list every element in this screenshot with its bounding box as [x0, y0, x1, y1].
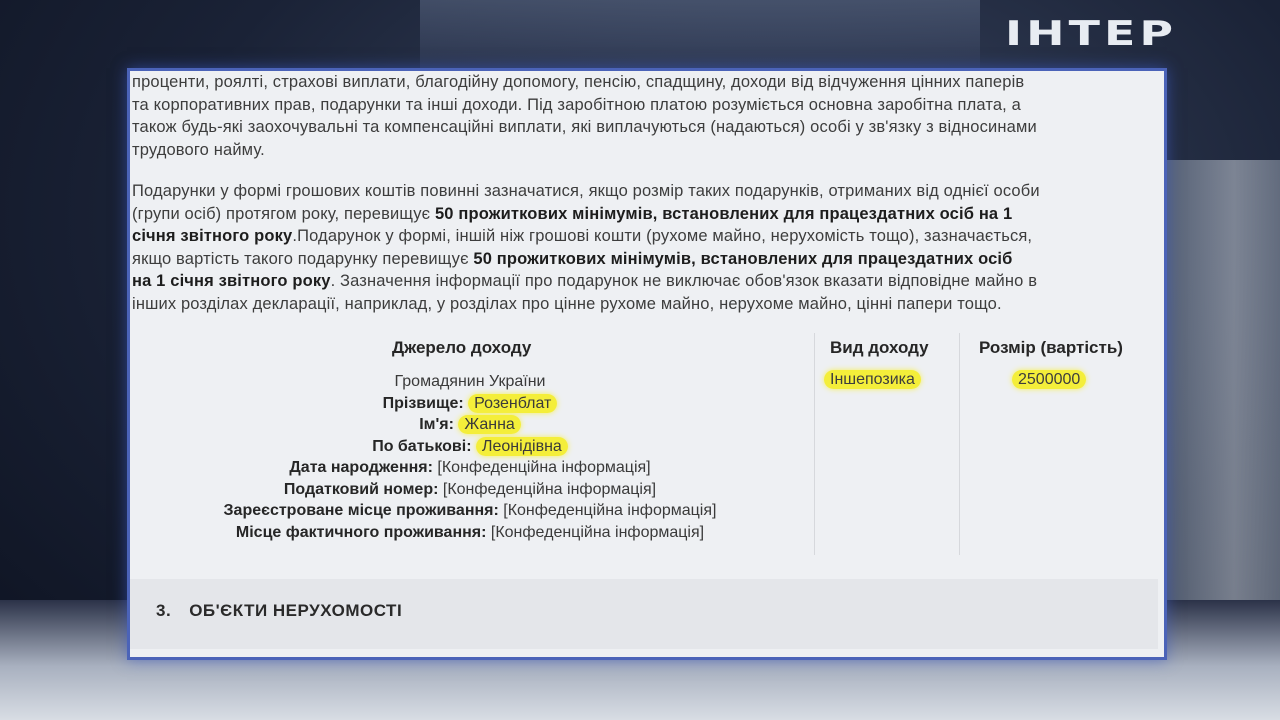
header-income-type: Вид доходу	[830, 338, 929, 357]
income-table	[130, 333, 1158, 555]
actual-address-row	[130, 522, 810, 544]
registered-address-value: [Конфеденційна інформація]	[503, 502, 717, 519]
tax-number-label: Податковий номер:	[283, 480, 439, 498]
text-plain: (групи осіб) протягом року, перевищує	[132, 204, 435, 223]
birthdate-value: [Конфеденційна інформація]	[437, 459, 651, 476]
paragraph-line	[132, 203, 1156, 226]
registered-address-label: Зареєстроване місце проживання:	[223, 502, 499, 519]
patronymic-row	[130, 436, 810, 458]
amount-cell	[1012, 371, 1086, 389]
paragraph-line: та корпоративних прав, подарунки та інші доходи. Під заробітною платою розуміється основна заробітна плата, а	[132, 95, 1021, 114]
paragraph-line	[132, 248, 1156, 271]
channel-logo: ІНТЕР	[1005, 14, 1178, 54]
header-amount: Розмір (вартість)	[979, 338, 1123, 357]
amount-value: 2500000	[1012, 370, 1086, 389]
text-plain: . Зазначення інформації про подарунок не виключає обов'язок вказати відповідне майно в	[330, 272, 1038, 290]
income-type-value: Іншепозика	[824, 370, 921, 389]
tax-number-row	[130, 479, 810, 501]
birthdate-row	[130, 457, 810, 479]
text-bold: січня звітного року	[132, 227, 293, 245]
column-divider	[959, 333, 960, 555]
text-bold: 50 прожиткових мінімумів, встановлених для працездатних осіб на 1	[434, 204, 1013, 223]
paragraph-gifts	[132, 180, 1156, 315]
paragraph-line	[132, 225, 1156, 248]
paragraph-line: трудового найму.	[132, 140, 265, 159]
surname-label: Прізвище:	[382, 394, 464, 412]
column-divider	[814, 333, 815, 555]
text-plain: якщо вартість такого подарунку перевищує	[132, 249, 474, 268]
citizenship: Громадянин України	[394, 373, 546, 390]
surname-row	[130, 393, 810, 415]
text-bold: 50 прожиткових мінімумів, встановлених для працездатних осіб	[473, 249, 1013, 268]
header-income-source: Джерело доходу	[392, 338, 532, 357]
registered-address-row	[130, 500, 810, 522]
text-plain: .Подарунок у формі, іншій ніж грошові кошти (рухоме майно, нерухомість тощо), зазначається,	[292, 227, 1033, 245]
tax-number-value: [Конфеденційна інформація]	[442, 480, 657, 498]
income-source-cell	[130, 371, 810, 543]
paragraph-line	[132, 270, 1156, 293]
paragraph-line: інших розділах декларації, наприклад, у розділах про цінне рухоме майно, нерухоме майно, цінні папери тощо.	[132, 294, 1002, 313]
section-title	[156, 601, 402, 621]
name-value: Жанна	[458, 415, 520, 434]
patronymic-value: Леонідівна	[476, 437, 568, 456]
patronymic-label: По батькові:	[372, 437, 472, 455]
text-bold: на 1 січня звітного року	[132, 272, 331, 290]
actual-address-label: Місце фактичного проживання:	[235, 523, 487, 541]
section-real-estate	[130, 579, 1158, 649]
birthdate-label: Дата народження:	[289, 459, 433, 476]
name-label: Ім'я:	[419, 416, 454, 433]
section-title-text: ОБ'ЄКТИ НЕРУХОМОСТІ	[189, 601, 403, 620]
section-number: 3.	[156, 601, 172, 620]
actual-address-value: [Конфеденційна інформація]	[490, 523, 705, 541]
paragraph-income-definition	[132, 71, 1156, 161]
paragraph-line: також будь-які заохочувальні та компенсаційні виплати, які виплачуються (надаються) особі у зв'язку з відносинами	[132, 118, 1037, 136]
declaration-document	[127, 68, 1167, 660]
paragraph-line: Подарунки у формі грошових коштів повинні зазначатися, якщо розмір таких подарунків, отриманих від однієї особи	[132, 182, 1040, 200]
surname-value: Розенблат	[468, 394, 557, 413]
paragraph-line: проценти, роялті, страхові виплати, благодійну допомогу, пенсію, спадщину, доходи від відчуження цінних паперів	[132, 73, 1025, 91]
name-row	[130, 414, 810, 436]
income-type-cell	[824, 371, 921, 389]
